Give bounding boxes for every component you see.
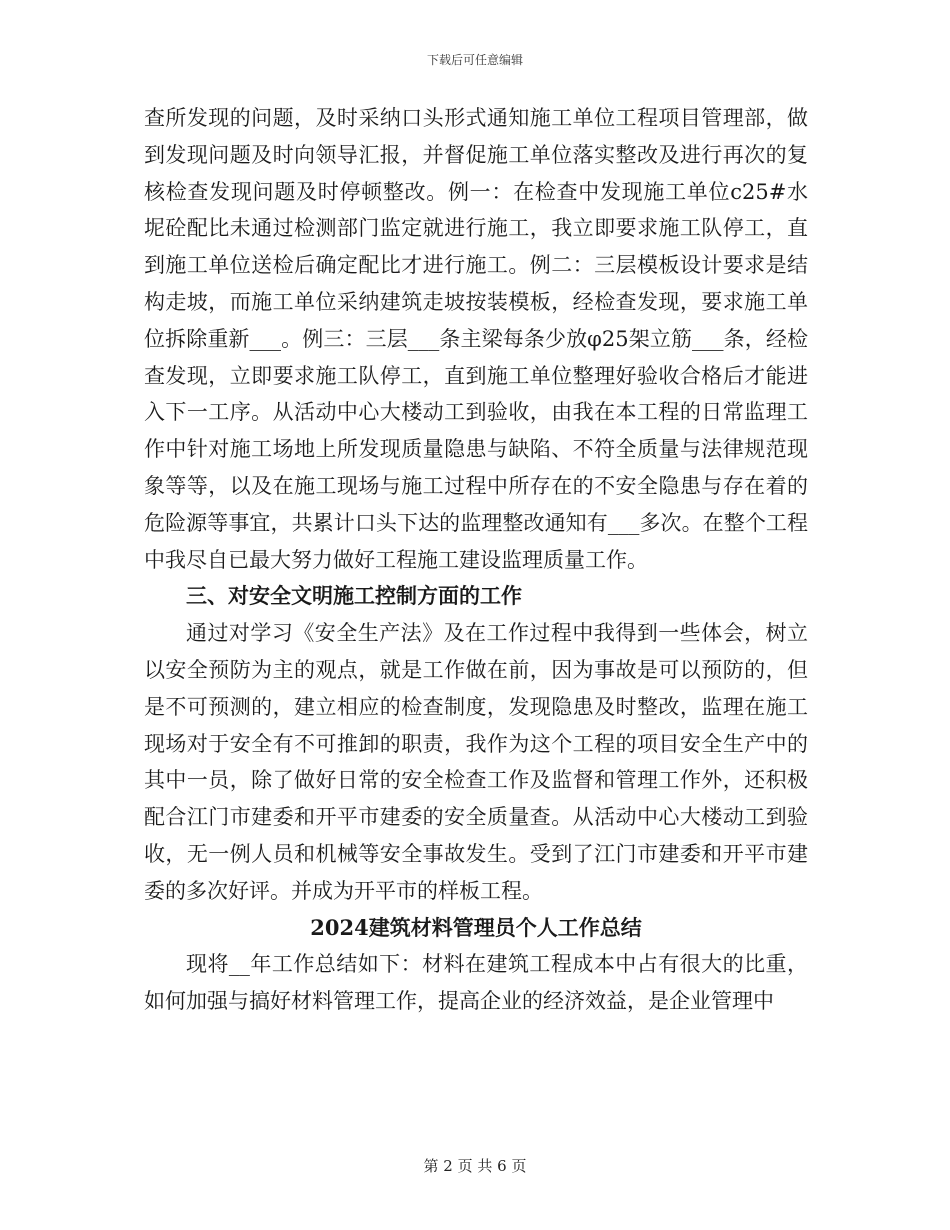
page-number-footer: 第 2 页 共 6 页 — [423, 1157, 527, 1175]
section-heading-safety: 三、对安全文明施工控制方面的工作 — [186, 583, 522, 609]
document-body — [144, 100, 808, 1020]
page-header: 下载后可任意编辑 — [426, 53, 523, 67]
body-paragraph-quality-issues: 查所发现的问题，及时采纳口头形式通知施工单位工程项目管理部，做到发现问题及时向领导汇报，并督促施工单位落实整改及进行再次的复核检查发现问题及时停顿整改。例一：在检查中发现施工单位c25#水坭砼配比未通过检测部门监定就进行施工，我立即要求施工队停工，直到施工单位送检后确定配比才进行施工。例二：三层模板设计要求是结构走坡，而施工单位采纳建筑走坡按装模板，经检查发现，要求施工单位拆除重新___。例三：三层___条主梁每条少放φ25架立筋___条，经检查发现，立即要求施工队停工，直到施工单位整理好验收合格后才能进入下一工序。从活动中心大楼动工到验收，由我在本工程的日常监理工作中针对施工场地上所发现质量隐患与缺陷、不符全质量与法律规范现象等等，以及在施工现场与施工过程中所存在的不安全隐患与存在着的危险源等事宜，共累计口头下达的监理整改通知有___多次。在整个工程中我尽自已最大努力做好工程施工建设监理质量工作。 — [144, 106, 808, 572]
document-title-materials-summary: 2024建筑材料管理员个人工作总结 — [310, 914, 642, 940]
body-paragraph-materials: 现将__年工作总结如下：材料在建筑工程成本中占有很大的比重，如何加强与搞好材料管理工作，提高企业的经济效益，是企业管理中 — [144, 952, 808, 1014]
body-paragraph-safety: 通过对学习《安全生产法》及在工作过程中我得到一些体会，树立以安全预防为主的观点，就是工作做在前，因为事故是可以预防的，但是不可预测的，建立相应的检查制度，发现隐患及时整改，监理在施工现场对于安全有不可推卸的职责，我作为这个工程的项目安全生产中的其中一员，除了做好日常的安全检查工作及监督和管理工作外，还积极配合江门市建委和开平市建委的安全质量查。从活动中心大楼动工到验收，无一例人员和机械等安全事故发生。受到了江门市建委和开平市建委的多次好评。并成为开平市的样板工程。 — [144, 621, 808, 903]
